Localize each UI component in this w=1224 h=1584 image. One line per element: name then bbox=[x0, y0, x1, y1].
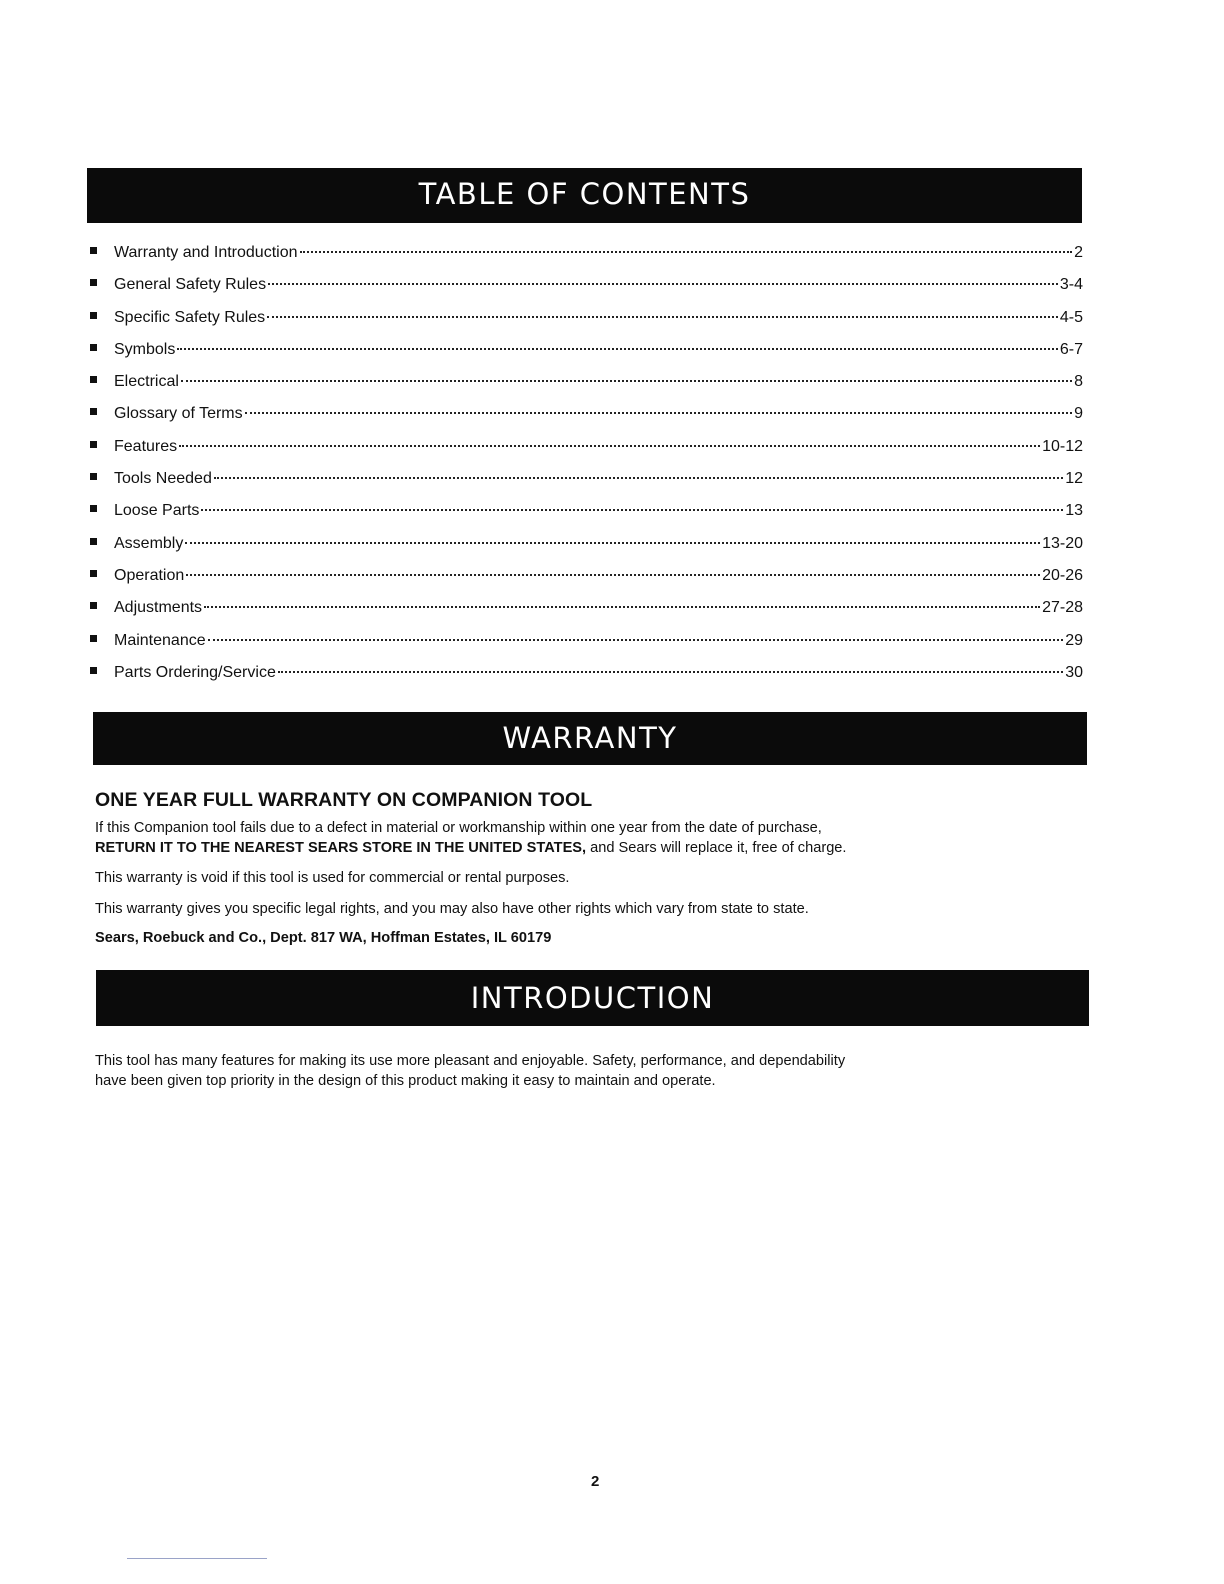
warranty-paragraph-3: This warranty gives you specific legal rights, and you may also have other rights which vary from state to state. bbox=[95, 901, 809, 917]
square-bullet-icon bbox=[90, 570, 97, 577]
toc-item bbox=[90, 663, 1083, 695]
dot-leader bbox=[214, 477, 1063, 479]
square-bullet-icon bbox=[90, 602, 97, 609]
toc-item-page: 10-12 bbox=[1042, 437, 1083, 455]
dot-leader bbox=[179, 445, 1040, 447]
warranty-return-instruction: RETURN IT TO THE NEAREST SEARS STORE IN THE UNITED STATES, bbox=[95, 840, 587, 856]
bottom-rule bbox=[127, 1558, 267, 1559]
toc-item-title: Glossary of Terms bbox=[114, 405, 243, 423]
toc-item bbox=[90, 598, 1083, 630]
introduction-paragraph bbox=[95, 1051, 845, 1091]
square-bullet-icon bbox=[90, 279, 97, 286]
warranty-paragraph-1 bbox=[95, 818, 846, 858]
dot-leader bbox=[245, 412, 1072, 414]
toc-item-page: 27-28 bbox=[1042, 599, 1083, 617]
toc-item bbox=[90, 469, 1083, 501]
warranty-p1-line1: If this Companion tool fails due to a defect in material or workmanship within one year from the date of purchase, bbox=[95, 820, 822, 836]
warranty-p1-line2 bbox=[95, 838, 846, 858]
dot-leader bbox=[181, 380, 1072, 382]
toc-item bbox=[90, 631, 1083, 663]
page-number: 2 bbox=[591, 1473, 600, 1490]
square-bullet-icon bbox=[90, 473, 97, 480]
toc-item-title: Adjustments bbox=[114, 599, 203, 617]
square-bullet-icon bbox=[90, 538, 97, 545]
square-bullet-icon bbox=[90, 312, 97, 319]
introduction-heading-banner: INTRODUCTION bbox=[96, 970, 1089, 1026]
toc-item-page: 6-7 bbox=[1059, 340, 1083, 358]
toc-item-title: Assembly bbox=[114, 534, 184, 552]
toc-item-page: 30 bbox=[1065, 663, 1083, 681]
toc-item-title: Tools Needed bbox=[114, 470, 212, 488]
square-bullet-icon bbox=[90, 667, 97, 674]
dot-leader bbox=[204, 606, 1040, 608]
toc-item bbox=[90, 566, 1083, 598]
dot-leader bbox=[278, 671, 1063, 673]
toc-item bbox=[90, 404, 1083, 436]
dot-leader bbox=[201, 509, 1063, 511]
toc-list bbox=[90, 243, 1083, 695]
warranty-p1-line2-rest: and Sears will replace it, free of charge. bbox=[586, 840, 847, 856]
toc-item-title: Maintenance bbox=[114, 631, 206, 649]
toc-item-title: Warranty and Introduction bbox=[114, 244, 298, 261]
warranty-address: Sears, Roebuck and Co., Dept. 817 WA, Hoffman Estates, IL 60179 bbox=[95, 930, 552, 946]
dot-leader bbox=[185, 542, 1040, 544]
toc-item bbox=[90, 243, 1083, 275]
toc-item bbox=[90, 534, 1083, 566]
toc-item bbox=[90, 372, 1083, 404]
introduction-line-2: have been given top priority in the design of this product making it easy to maintain and operate. bbox=[95, 1073, 716, 1089]
introduction-line-1: This tool has many features for making its use more pleasant and enjoyable. Safety, performance, and dependability bbox=[95, 1053, 846, 1069]
toc-item-page: 2 bbox=[1074, 244, 1083, 261]
toc-item-title: Specific Safety Rules bbox=[114, 308, 266, 326]
square-bullet-icon bbox=[90, 247, 97, 254]
toc-item bbox=[90, 340, 1083, 372]
square-bullet-icon bbox=[90, 505, 97, 512]
dot-leader bbox=[267, 316, 1058, 318]
dot-leader bbox=[177, 348, 1058, 350]
toc-heading: TABLE OF CONTENTS bbox=[87, 168, 1082, 223]
dot-leader bbox=[268, 283, 1058, 285]
toc-item-page: 8 bbox=[1074, 373, 1083, 391]
toc-item bbox=[90, 275, 1083, 307]
toc-item-page: 12 bbox=[1065, 470, 1083, 488]
toc-item-title: Features bbox=[114, 437, 178, 455]
toc-item-page: 4-5 bbox=[1059, 308, 1083, 326]
toc-item-page: 13-20 bbox=[1042, 534, 1083, 552]
toc-item-page: 9 bbox=[1074, 405, 1083, 423]
dot-leader bbox=[186, 574, 1040, 576]
warranty-subheading: ONE YEAR FULL WARRANTY ON COMPANION TOOL bbox=[95, 789, 593, 811]
warranty-paragraph-2: This warranty is void if this tool is used for commercial or rental purposes. bbox=[95, 870, 570, 886]
toc-item-page: 20-26 bbox=[1042, 566, 1083, 584]
toc-item bbox=[90, 501, 1083, 533]
toc-item-title: Parts Ordering/Service bbox=[114, 663, 276, 681]
toc-item bbox=[90, 308, 1083, 340]
dot-leader bbox=[300, 251, 1073, 253]
toc-item-title: General Safety Rules bbox=[114, 276, 267, 294]
toc-item-title: Loose Parts bbox=[114, 502, 200, 520]
square-bullet-icon bbox=[90, 441, 97, 448]
square-bullet-icon bbox=[90, 635, 97, 642]
toc-item-page: 13 bbox=[1065, 502, 1083, 520]
toc-item-title: Operation bbox=[114, 566, 185, 584]
toc-item-title: Symbols bbox=[114, 340, 176, 358]
warranty-heading-banner: WARRANTY bbox=[93, 712, 1087, 765]
toc-item-page: 3-4 bbox=[1059, 276, 1083, 294]
toc-item-page: 29 bbox=[1065, 631, 1083, 649]
dot-leader bbox=[208, 639, 1064, 641]
square-bullet-icon bbox=[90, 344, 97, 351]
square-bullet-icon bbox=[90, 408, 97, 415]
toc-item-title: Electrical bbox=[114, 373, 179, 391]
toc-item bbox=[90, 437, 1083, 469]
square-bullet-icon bbox=[90, 376, 97, 383]
